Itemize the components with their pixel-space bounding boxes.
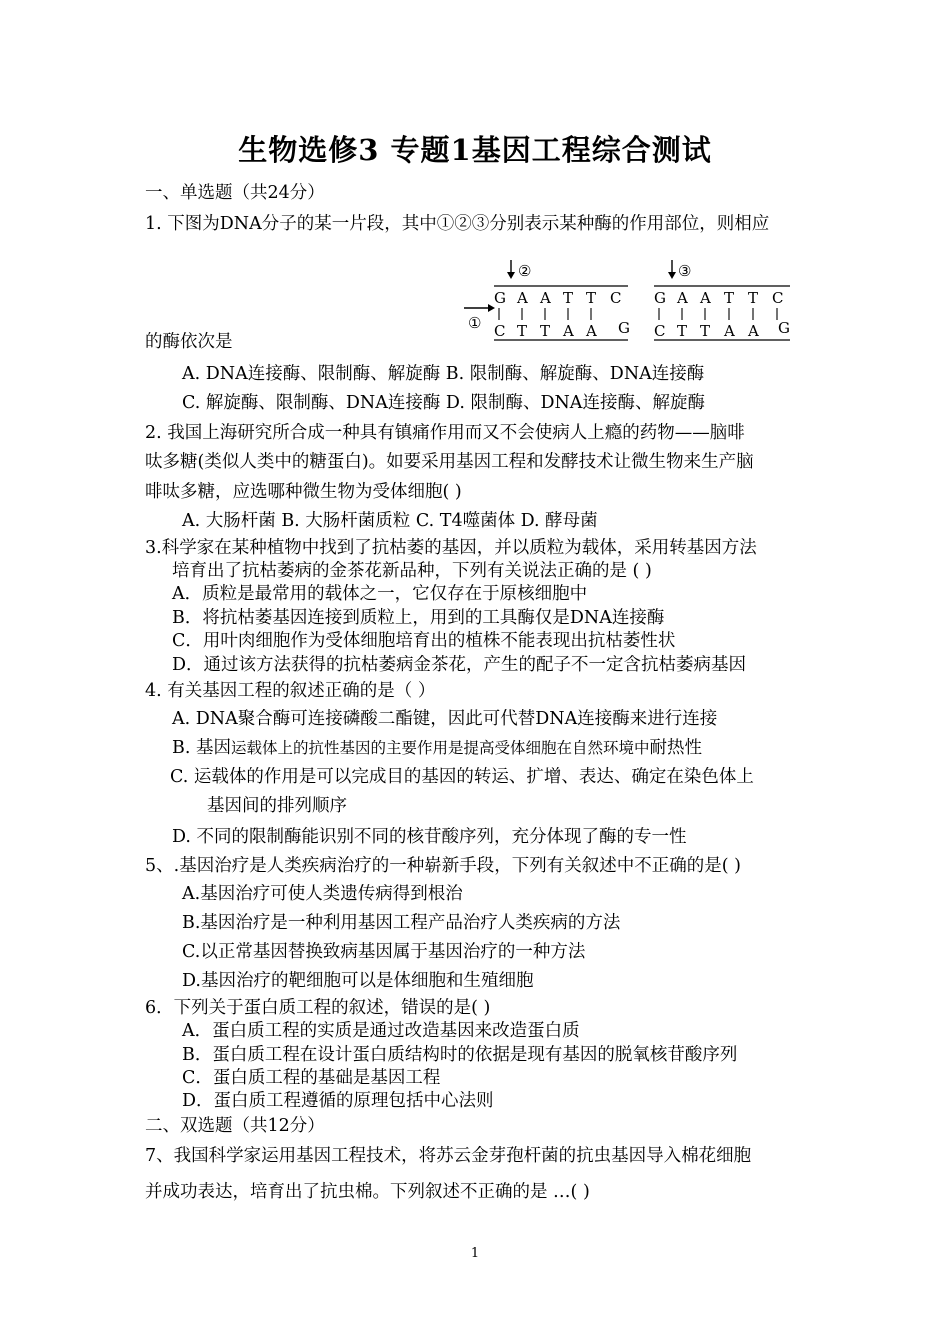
svg-text:A: A [540, 289, 551, 307]
svg-text:C: C [494, 322, 506, 340]
svg-text:G: G [618, 319, 630, 337]
q4-option-b [172, 737, 702, 759]
svg-text:A: A [700, 289, 711, 307]
q1-stem-line-1: 1. 下图为DNA分子的某一片段，其中①②③分别表示某种酶的作用部位，则相应 [145, 214, 770, 234]
q5-stem: 5、.基因治疗是人类疾病治疗的一种崭新手段，下列有关叙述中不正确的是( ) [145, 856, 741, 876]
q1-options-cd: C. 解旋酶、限制酶、DNA连接酶 D. 限制酶、DNA连接酶、解旋酶 [182, 393, 705, 413]
svg-text:A: A [563, 322, 574, 340]
svg-text:T: T [563, 289, 574, 307]
q6-stem: 6．下列关于蛋白质工程的叙述，错误的是( ) [145, 998, 491, 1018]
svg-text:G: G [778, 319, 790, 337]
svg-text:T: T [677, 322, 688, 340]
q2-line-2: 呔多糖(类似人类中的糖蛋白)。如要采用基因工程和发酵技术让微生物来生产脑 [145, 452, 754, 472]
q4-option-a: A. DNA聚合酶可连接磷酸二酯键，因此可代替DNA连接酶来进行连接 [172, 709, 718, 729]
page-title: 生物选修3 专题1基因工程综合测试 [238, 133, 712, 167]
arrow-3-head-icon [668, 272, 676, 279]
q4-option-c-line-2: 基因间的排列顺序 [207, 796, 347, 816]
svg-text:A: A [517, 289, 528, 307]
q6-option-b: B．蛋白质工程在设计蛋白质结构时的依据是现有基因的脱氧核苷酸序列 [182, 1045, 738, 1065]
left-bonds [499, 308, 591, 320]
right-bottom-strand [654, 319, 790, 340]
q2-line-1: 2. 我国上海研究所合成一种具有镇痛作用而又不会使病人上瘾的药物——脑啡 [145, 423, 745, 443]
svg-text:T: T [700, 322, 711, 340]
q7-line-2: 并成功表达，培育出了抗虫棉。下列叙述不正确的是 …( ) [145, 1182, 590, 1202]
left-bottom-strand [494, 319, 630, 340]
q5-option-a: A.基因治疗可使人类遗传病得到根治 [182, 884, 463, 904]
svg-text:C: C [772, 289, 784, 307]
q3-line-1: 3.科学家在某种植物中找到了抗枯萎的基因，并以质粒为载体，采用转基因方法 [145, 538, 757, 558]
q6-option-a: A．蛋白质工程的实质是通过改造基因来改造蛋白质 [182, 1021, 580, 1041]
q3-line-2: 培育出了抗枯萎病的金茶花新品种，下列有关说法正确的是 ( ) [172, 561, 652, 581]
page-number: 1 [470, 1246, 480, 1261]
q1-stem-line-2: 的酶依次是 [145, 332, 233, 352]
svg-text:T: T [517, 322, 528, 340]
q6-option-d: D．蛋白质工程遵循的原理包括中心法则 [182, 1091, 494, 1111]
q4-option-b-small-text: 运载体上的抗性基因的主要作用是提高受体细胞在自然环境中 [231, 739, 650, 757]
svg-text:A: A [586, 322, 597, 340]
right-bonds [659, 308, 777, 320]
q5-option-c: C.以正常基因替换致病基因属于基因治疗的一种方法 [182, 942, 586, 962]
svg-text:C: C [654, 322, 666, 340]
q4-option-b-suffix: 耐热性 [649, 738, 703, 758]
svg-text:T: T [748, 289, 759, 307]
dna-fragment-figure [460, 256, 800, 348]
arrow-2-head-icon [507, 272, 515, 279]
svg-text:A: A [677, 289, 688, 307]
svg-text:C: C [610, 289, 622, 307]
q3-option-a: A．质粒是最常用的载体之一，它仅存在于原核细胞中 [172, 584, 588, 604]
svg-text:A: A [748, 322, 759, 340]
q2-options: A. 大肠杆菌 B. 大肠杆菌质粒 C. T4噬菌体 D. 酵母菌 [182, 511, 598, 531]
section-heading-single-choice: 一、单选题（共24分） [145, 183, 325, 203]
q3-option-b: B．将抗枯萎基因连接到质粒上，用到的工具酶仅是DNA连接酶 [172, 608, 665, 628]
label-3: ③ [678, 262, 692, 280]
q6-option-c: C．蛋白质工程的基础是基因工程 [182, 1068, 441, 1088]
q4-option-d: D. 不同的限制酶能识别不同的核苷酸序列，充分体现了酶的专一性 [172, 827, 687, 847]
section-heading-double-choice: 二、双选题（共12分） [145, 1116, 325, 1136]
svg-text:T: T [586, 289, 597, 307]
q4-option-b-prefix: B. 基因 [172, 738, 231, 758]
right-top-strand [654, 289, 783, 307]
q4-stem: 4. 有关基因工程的叙述正确的是（ ） [145, 681, 436, 701]
q4-option-c-line-1: C. 运载体的作用是可以完成目的基因的转运、扩增、表达、确定在染色体上 [170, 767, 754, 787]
svg-text:T: T [540, 322, 551, 340]
q5-option-d: D.基因治疗的靶细胞可以是体细胞和生殖细胞 [182, 971, 534, 991]
q5-option-b: B.基因治疗是一种利用基因工程产品治疗人类疾病的方法 [182, 913, 621, 933]
svg-text:G: G [494, 289, 506, 307]
label-1: ① [468, 314, 482, 332]
svg-text:T: T [724, 289, 735, 307]
svg-text:A: A [724, 322, 735, 340]
label-2: ② [518, 262, 532, 280]
q7-line-1: 7、我国科学家运用基因工程技术，将苏云金芽孢杆菌的抗虫基因导入棉花细胞 [145, 1146, 752, 1166]
q2-line-3: 啡呔多糖，应选哪种微生物为受体细胞( ) [145, 482, 462, 502]
left-top-strand [494, 289, 621, 307]
q3-option-c: C．用叶肉细胞作为受体细胞培育出的植株不能表现出抗枯萎性状 [172, 631, 676, 651]
svg-text:G: G [654, 289, 666, 307]
q1-options-ab: A. DNA连接酶、限制酶、解旋酶 B. 限制酶、解旋酶、DNA连接酶 [182, 364, 705, 384]
q3-option-d: D．通过该方法获得的抗枯萎病金茶花，产生的配子不一定含抗枯萎病基因 [172, 655, 747, 675]
